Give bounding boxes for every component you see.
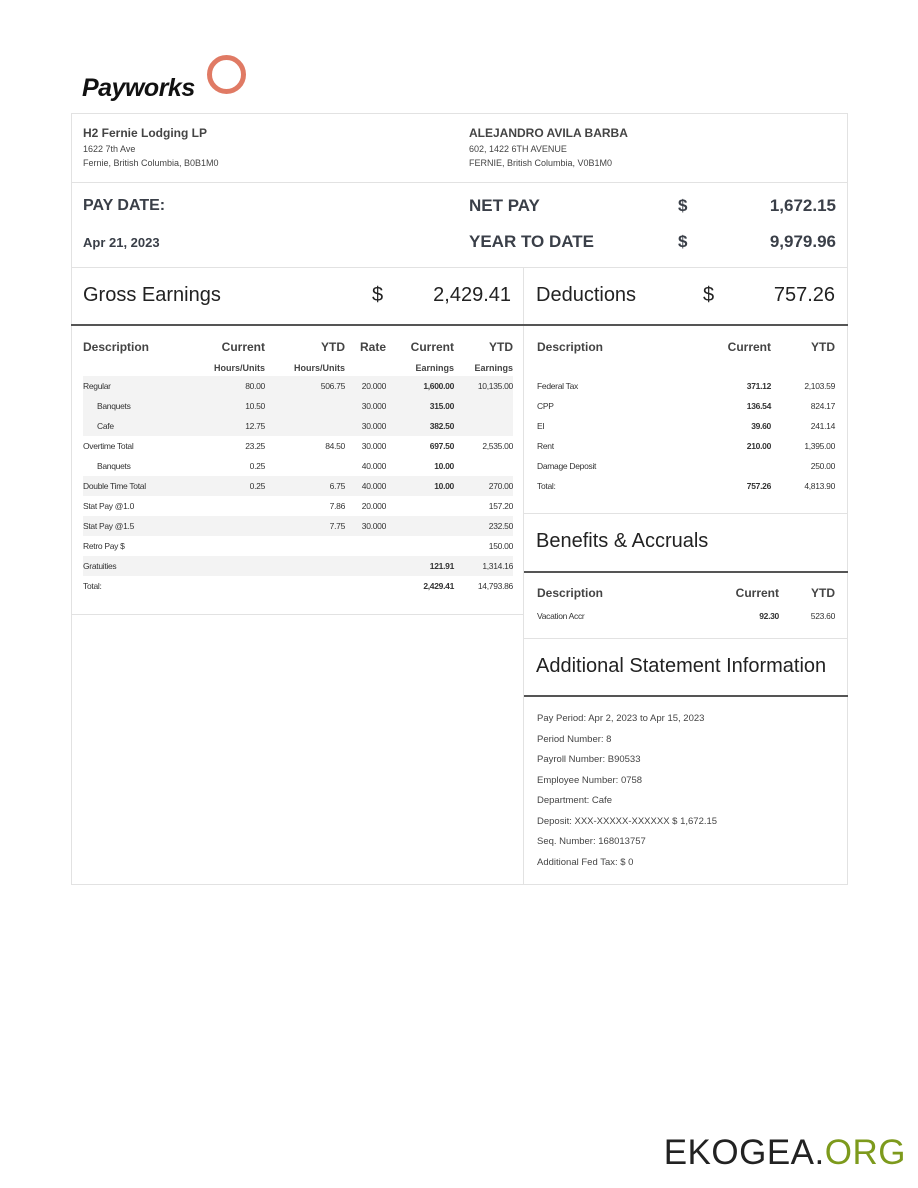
benefit-ytd: 523.60	[810, 611, 835, 621]
current-earnings: 10.00	[434, 461, 454, 471]
rate: 20.000	[361, 501, 386, 511]
ytd-earnings: 232.50	[454, 516, 513, 536]
info-line: Period Number: 8	[537, 733, 612, 745]
current-hours: 23.25	[245, 441, 265, 451]
benefit-current: 92.30	[759, 611, 779, 621]
employee-name: ALEJANDRO AVILA BARBA	[469, 126, 628, 140]
net-pay-currency: $	[678, 196, 688, 215]
earnings-row	[83, 416, 513, 436]
rate: 40.000	[361, 461, 386, 471]
current-hours: 0.25	[194, 476, 265, 496]
earning-description: Retro Pay $	[83, 541, 125, 551]
earning-description: Total:	[83, 581, 102, 591]
ytd-earnings: 270.00	[454, 476, 513, 496]
col-description: Description	[537, 340, 604, 354]
deductions-table	[537, 334, 835, 496]
ytd-hours	[265, 556, 345, 576]
earnings-row	[83, 436, 513, 456]
earning-description: Stat Pay @1.5	[83, 516, 194, 536]
ytd-hours	[265, 456, 345, 476]
current-hours	[194, 496, 265, 516]
ytd-earnings: 150.00	[488, 541, 513, 551]
col-ytd-hours: YTD	[321, 340, 345, 354]
deduction-current: 210.00	[746, 441, 771, 451]
ytd-currency: $	[678, 232, 688, 251]
net-pay-label: NET PAY	[469, 196, 540, 215]
ytd-hours: 6.75	[265, 476, 345, 496]
gross-earnings-total: 2,429.41	[433, 284, 511, 306]
deductions-currency: $	[703, 284, 715, 306]
spacer	[537, 360, 835, 376]
subheader-hours-units: Hours/Units	[293, 363, 345, 373]
current-earnings: 697.50	[429, 441, 454, 451]
deduction-description: Total:	[537, 481, 556, 491]
pay-date: Apr 21, 2023	[83, 235, 160, 250]
deduction-row	[537, 476, 835, 496]
deduction-current	[715, 456, 771, 476]
earnings-row	[83, 396, 513, 416]
payworks-logo: Payworks	[82, 74, 195, 102]
col-ytd: YTD	[811, 340, 835, 354]
benefits-table	[537, 580, 835, 626]
current-hours: 12.75	[194, 416, 265, 436]
additional-info-list	[537, 713, 717, 877]
earnings-subheader-row	[83, 360, 513, 376]
rate: 30.000	[345, 516, 386, 536]
current-hours	[194, 516, 265, 536]
rate: 30.000	[361, 441, 386, 451]
col-description: Description	[537, 586, 604, 600]
current-earnings	[386, 536, 454, 556]
current-earnings: 1,600.00	[386, 376, 454, 396]
current-hours	[194, 576, 265, 596]
subheader-earnings: Earnings	[474, 363, 513, 373]
employee-address2: FERNIE, British Columbia, V0B1M0	[469, 158, 613, 168]
deduction-current: 757.26	[746, 481, 771, 491]
current-hours: 80.00	[194, 376, 265, 396]
ytd-earnings: 1,314.16	[454, 556, 513, 576]
deduction-description: EI	[537, 421, 545, 431]
deduction-row	[537, 376, 835, 396]
earnings-table	[83, 334, 513, 596]
employer-address1: 1622 7th Ave	[83, 144, 136, 154]
rate	[345, 556, 386, 576]
current-earnings	[386, 496, 454, 516]
earnings-row	[83, 456, 513, 476]
benefits-title: Benefits & Accruals	[536, 530, 709, 552]
deduction-row	[537, 416, 835, 436]
payworks-logo-ring-icon	[207, 55, 246, 94]
deduction-ytd: 250.00	[810, 461, 835, 471]
ytd-hours	[265, 576, 345, 596]
rate: 30.000	[345, 396, 386, 416]
earnings-row	[83, 376, 513, 396]
current-earnings: 121.91	[386, 556, 454, 576]
earning-description: Double Time Total	[83, 476, 194, 496]
col-current-hours: Current	[221, 340, 265, 354]
benefit-description: Vacation Accr	[537, 611, 585, 621]
employer-block	[83, 126, 219, 170]
rate: 30.000	[345, 416, 386, 436]
info-line: Deposit: XXX-XXXXX-XXXXXX $ 1,672.15	[537, 815, 718, 827]
net-pay-amount: 1,672.15	[769, 196, 836, 215]
ytd-hours: 7.86	[329, 501, 345, 511]
current-earnings: 315.00	[386, 396, 454, 416]
watermark-main: EKOGEA.	[663, 1133, 825, 1172]
ytd-hours	[265, 536, 345, 556]
col-current-earnings: Current	[410, 340, 454, 354]
benefits-header-row	[537, 580, 835, 606]
earning-description: Banquets	[83, 396, 194, 416]
earning-description: Banquets	[97, 461, 131, 471]
col-description: Description	[83, 340, 150, 354]
subheader	[83, 360, 194, 376]
gross-earnings-currency: $	[372, 284, 384, 306]
deduction-description: Damage Deposit	[537, 461, 597, 471]
subheader	[345, 360, 386, 376]
ytd-label: YEAR TO DATE	[469, 232, 594, 251]
current-earnings: 10.00	[386, 476, 454, 496]
employer-name: H2 Fernie Lodging LP	[83, 126, 208, 140]
ytd-hours: 84.50	[325, 441, 345, 451]
current-hours: 10.50	[194, 396, 265, 416]
subheader-hours-units: Hours/Units	[213, 363, 265, 373]
current-hours	[194, 556, 265, 576]
col-current: Current	[727, 340, 771, 354]
current-earnings: 382.50	[386, 416, 454, 436]
rate	[345, 576, 386, 596]
ytd-earnings: 14,793.86	[477, 581, 513, 591]
col-current: Current	[735, 586, 779, 600]
deduction-row	[537, 436, 835, 456]
ytd-hours: 7.75	[265, 516, 345, 536]
ytd-amount: 9,979.96	[769, 232, 836, 251]
deduction-current: 136.54	[746, 401, 771, 411]
rate: 40.000	[345, 476, 386, 496]
deduction-ytd: 1,395.00	[804, 441, 835, 451]
deduction-row	[537, 396, 835, 416]
ytd-hours: 506.75	[265, 376, 345, 396]
earnings-row	[83, 536, 513, 556]
employer-address2: Fernie, British Columbia, B0B1M0	[83, 158, 219, 168]
info-line: Seq. Number: 168013757	[537, 836, 646, 847]
earning-description: Gratuities	[83, 556, 194, 576]
earnings-row	[83, 496, 513, 516]
deductions-total: 757.26	[773, 284, 835, 306]
watermark	[664, 1133, 906, 1173]
earnings-row	[83, 516, 513, 536]
deductions-title: Deductions	[536, 284, 637, 306]
info-line: Additional Fed Tax: $ 0	[537, 856, 634, 868]
earning-description: Stat Pay @1.0	[83, 501, 135, 511]
ytd-hours	[265, 416, 345, 436]
ytd-hours	[265, 396, 345, 416]
col-rate: Rate	[359, 340, 386, 354]
ytd-earnings: 2,535.00	[482, 441, 513, 451]
earnings-header-row	[83, 334, 513, 360]
current-earnings	[386, 516, 454, 536]
deduction-row	[537, 456, 835, 476]
additional-info-title: Additional Statement Information	[536, 655, 827, 677]
subheader-earnings: Earnings	[415, 363, 454, 373]
info-line: Employee Number: 0758	[537, 774, 643, 786]
rate: 20.000	[345, 376, 386, 396]
ytd-earnings	[454, 456, 513, 476]
current-hours	[194, 536, 265, 556]
employee-block	[469, 126, 628, 170]
earnings-row	[83, 476, 513, 496]
ytd-earnings: 10,135.00	[454, 376, 513, 396]
deduction-description: CPP	[537, 401, 554, 411]
earning-description: Regular	[83, 376, 194, 396]
employee-address1: 602, 1422 6TH AVENUE	[469, 144, 567, 154]
col-ytd: YTD	[811, 586, 835, 600]
info-line: Department: Cafe	[537, 795, 612, 806]
deduction-current: 39.60	[751, 421, 771, 431]
deduction-ytd: 241.14	[810, 421, 835, 431]
deduction-ytd: 4,813.90	[804, 481, 835, 491]
col-ytd-earnings: YTD	[489, 340, 513, 354]
deduction-ytd: 824.17	[810, 401, 835, 411]
deduction-current: 371.12	[746, 381, 771, 391]
current-earnings: 2,429.41	[423, 581, 454, 591]
deduction-description: Rent	[537, 441, 554, 451]
info-line: Payroll Number: B90533	[537, 754, 641, 765]
pay-date-label: PAY DATE:	[83, 197, 166, 214]
rate	[345, 536, 386, 556]
gross-earnings-title: Gross Earnings	[83, 284, 221, 306]
earning-description: Overtime Total	[83, 441, 134, 451]
benefit-row	[537, 606, 835, 626]
ytd-earnings	[454, 396, 513, 416]
earnings-row	[83, 556, 513, 576]
deductions-header-row	[537, 334, 835, 360]
earnings-row	[83, 576, 513, 596]
current-hours: 0.25	[249, 461, 265, 471]
earning-description: Cafe	[83, 416, 194, 436]
info-line: Pay Period: Apr 2, 2023 to Apr 15, 2023	[537, 713, 705, 724]
ytd-earnings	[454, 416, 513, 436]
watermark-tld: ORG	[824, 1133, 906, 1172]
ytd-earnings: 157.20	[488, 501, 513, 511]
deduction-description: Federal Tax	[537, 381, 578, 391]
deduction-ytd: 2,103.59	[804, 381, 835, 391]
